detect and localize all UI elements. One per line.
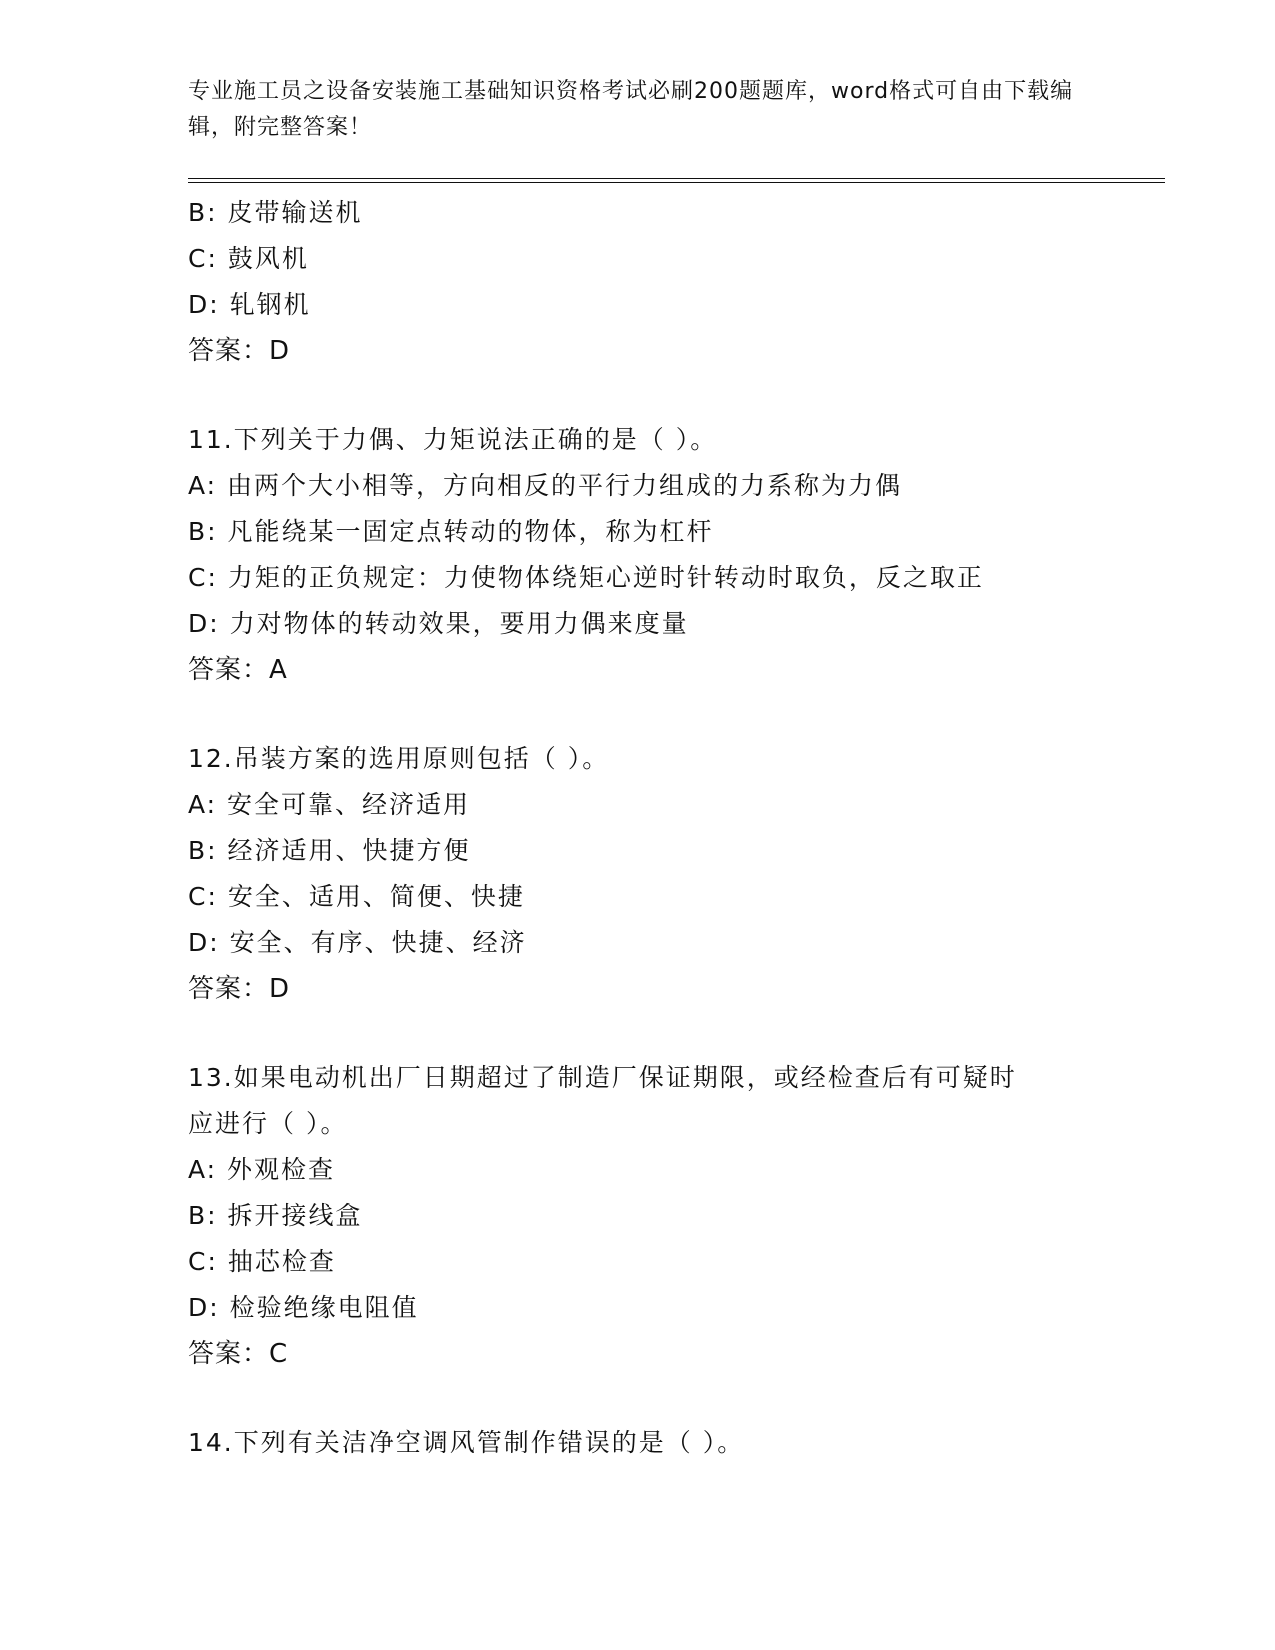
header-rule-top — [188, 178, 1165, 179]
option-d: D: 安全、有序、快捷、经济 — [188, 928, 527, 957]
answer: 答案：C — [188, 1339, 289, 1369]
question-10-continued — [188, 190, 1148, 374]
option-c: C: 鼓风机 — [188, 244, 309, 273]
question-stem: 14.下列有关洁净空调风管制作错误的是（ ）。 — [188, 1428, 745, 1457]
option-b: B: 经济适用、快捷方便 — [188, 836, 471, 865]
option-d: D: 检验绝缘电阻值 — [188, 1293, 419, 1322]
question-stem: 11.下列关于力偶、力矩说法正确的是（ ）。 — [188, 425, 718, 454]
question-14 — [188, 1420, 1148, 1466]
option-c: C: 力矩的正负规定：力使物体绕矩心逆时针转动时取负，反之取正 — [188, 563, 984, 592]
option-b: B: 凡能绕某一固定点转动的物体，称为杠杆 — [188, 517, 714, 546]
option-d: D: 力对物体的转动效果，要用力偶来度量 — [188, 609, 689, 638]
question-stem-line-2: 应进行（ ）。 — [188, 1109, 348, 1138]
spacer — [188, 693, 1148, 736]
option-a: A: 外观检查 — [188, 1155, 336, 1184]
answer: 答案：D — [188, 974, 291, 1004]
option-a: A: 由两个大小相等，方向相反的平行力组成的力系称为力偶 — [188, 471, 903, 500]
document-header: 专业施工员之设备安装施工基础知识资格考试必刷200题题库，word格式可自由下载编辑，附完整答案！ — [188, 79, 1074, 140]
answer: 答案：D — [188, 336, 291, 366]
question-stem: 12.吊装方案的选用原则包括（ ）。 — [188, 744, 610, 773]
option-b: B: 皮带输送机 — [188, 198, 363, 227]
question-stem-line-1: 13.如果电动机出厂日期超过了制造厂保证期限，或经检查后有可疑时 — [188, 1063, 1017, 1092]
answer: 答案：A — [188, 655, 288, 685]
question-list — [188, 190, 1148, 1466]
option-a: A: 安全可靠、经济适用 — [188, 790, 471, 819]
question-11 — [188, 417, 1148, 693]
option-b: B: 拆开接线盒 — [188, 1201, 363, 1230]
question-12 — [188, 736, 1148, 1012]
spacer — [188, 374, 1148, 417]
option-c: C: 抽芯检查 — [188, 1247, 336, 1276]
option-c: C: 安全、适用、简便、快捷 — [188, 882, 525, 911]
header-rule-bottom — [188, 182, 1165, 183]
option-d: D: 轧钢机 — [188, 290, 311, 319]
question-13 — [188, 1055, 1148, 1377]
spacer — [188, 1377, 1148, 1420]
spacer — [188, 1012, 1148, 1055]
